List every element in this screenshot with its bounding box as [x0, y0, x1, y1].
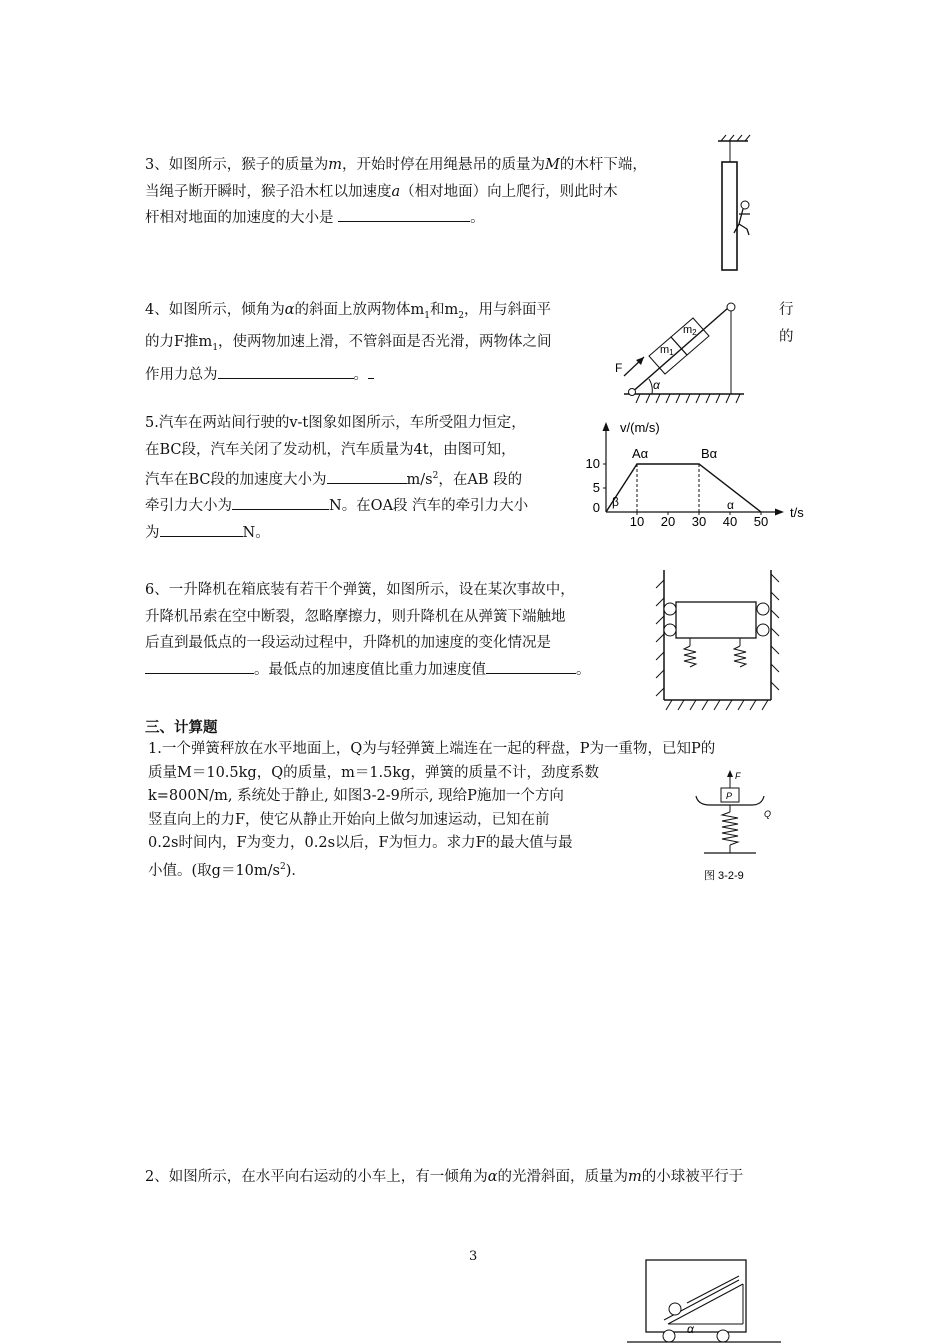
- cart-incline-bottom: [668, 1284, 743, 1324]
- q6-blank-change[interactable]: [145, 657, 254, 674]
- angle-arc: [649, 379, 652, 394]
- elevator-cabin: [676, 602, 756, 638]
- page-number: 3: [469, 1249, 478, 1264]
- spring-left: [684, 646, 696, 667]
- x-tick-label-10: 10: [629, 514, 645, 529]
- pulley: [727, 303, 735, 311]
- guide-wheel: [664, 603, 676, 615]
- label-alpha: α: [653, 378, 660, 392]
- point-label-b: Bα: [701, 446, 718, 461]
- label-Q: Q: [764, 809, 772, 819]
- label-m1: m: [660, 344, 670, 356]
- y-axis-label: v/(m/s): [620, 420, 660, 435]
- q5-blank-force-oa[interactable]: [160, 520, 243, 537]
- question-5: [145, 410, 528, 546]
- q5-line-5: 为 N。: [145, 520, 528, 547]
- calc1-line-2: 质量M＝10.5kg，Q的质量，m＝1.5kg，弹簧的质量不计，劲度系数: [148, 764, 599, 781]
- calc1-line-6: 小值。(取$g=10m/s^2$)．: [148, 861, 306, 879]
- y-tick-label-10: 10: [585, 456, 600, 471]
- q5-blank-force-ab[interactable]: [232, 493, 329, 510]
- q6-blank-compare[interactable]: [486, 657, 576, 674]
- calc-question-1: [148, 738, 715, 883]
- q4-line-2: 的力F推$m_1$，使两物加速上滑，不管斜面是否光滑，两物体之间: [145, 334, 552, 354]
- q4-answer-blank[interactable]: [218, 362, 354, 379]
- q3-answer-blank[interactable]: [338, 205, 470, 222]
- spring-right: [734, 646, 746, 667]
- calc-question-2: [145, 1164, 743, 1191]
- q4-line-3: 作用力总为 。: [145, 362, 552, 389]
- cart-wheel: [663, 1330, 675, 1342]
- ceiling-hatch: [721, 135, 726, 141]
- ground-hatching: [636, 394, 740, 403]
- q5-line-1: 5.汽车在两站间行驶的v-t图象如图所示，车所受阻力恒定，: [145, 415, 526, 431]
- guide-wheel: [664, 624, 676, 636]
- x-tick-label-30: 30: [691, 514, 707, 529]
- rope-parallel: [687, 1276, 739, 1303]
- q5-blank-accel[interactable]: [327, 467, 407, 484]
- label-m2: m: [683, 324, 693, 336]
- q6-line-4: 。最低点的加速度值比重力加速度值 。: [145, 657, 591, 684]
- label-F: F: [735, 771, 741, 781]
- incline-hinge: [629, 389, 636, 396]
- x-axis-arrow: [775, 509, 784, 516]
- vt-chart: [578, 416, 818, 532]
- cart-body: [646, 1260, 746, 1332]
- cart-wheel: [717, 1330, 729, 1342]
- svg-text:m1: m1: [660, 344, 674, 357]
- wall-hatching: [656, 574, 779, 710]
- point-label-a: Aα: [632, 446, 649, 461]
- calc2-line-1: 2、如图所示，在水平向右运动的小车上，有一倾角为α的光滑斜面，质量为m的小球被平行于: [145, 1169, 744, 1185]
- calc1-line-1: 1.一个弹簧秤放在水平地面上，Q为与轻弹簧上端连在一起的秤盘，P为一重物，已知P的: [148, 741, 716, 757]
- y-axis-arrow: [603, 422, 610, 431]
- monkey-head: [741, 201, 749, 209]
- q6-line-2: 升降机吊索在空中断裂，忽略摩擦力，则升降机在从弹簧下端触地: [145, 608, 566, 625]
- angle-label-beta: β: [612, 495, 619, 509]
- x-tick-label-40: 40: [722, 514, 738, 529]
- question-4: [145, 297, 552, 388]
- q4-right-column: 行 的: [779, 302, 794, 345]
- calc1-line-3: k=800N/m, 系统处于静止, 如图3-2-9所示, 现给P施加一个方向: [148, 788, 564, 804]
- y-tick-label-5: 5: [592, 480, 600, 495]
- ceiling-hatch: [729, 135, 734, 141]
- spring: [722, 812, 738, 845]
- monkey-pole-figure: [712, 134, 754, 274]
- q3-line-3: 杆相对地面的加速度的大小是 。: [145, 205, 647, 232]
- incline-surface: [630, 308, 728, 394]
- q5-line-4: 牵引力大小为 N。在OA段 汽车的牵引力大小: [145, 493, 528, 520]
- q6-line-1: 6、一升降机在箱底装有若干个弹簧，如图所示，设在某次事故中，: [145, 582, 575, 598]
- x-axis-label: t/s: [790, 505, 804, 520]
- x-tick-label-20: 20: [660, 514, 676, 529]
- wooden-pole: [722, 162, 737, 270]
- q6-line-3: 后直到最低点的一段运动过程中，升降机的加速度的变化情况是: [145, 635, 551, 651]
- guide-wheel: [757, 624, 769, 636]
- ceiling-hatch: [745, 135, 750, 141]
- label-force-F: F: [615, 361, 623, 375]
- svg-text:m2: m2: [683, 324, 697, 337]
- angle-label-alpha: α: [727, 498, 734, 512]
- q3-line-1: 3、如图所示，猴子的质量为m，开始时停在用绳悬吊的质量为M的木杆下端，: [145, 157, 647, 173]
- q5-line-3: 汽车在BC段的加速度大小为 $m/s^2$，在AB 段的: [145, 463, 528, 493]
- label-alpha: α: [687, 1322, 694, 1336]
- cart-figure: [625, 1256, 785, 1344]
- spring-scale-figure: [690, 768, 780, 886]
- label-P: P: [726, 791, 733, 801]
- ceiling-hatch: [737, 135, 742, 141]
- incline-figure: [612, 300, 752, 410]
- small-ball: [669, 1303, 681, 1315]
- elevator-figure: [650, 566, 790, 716]
- q5-line-2: 在BC段，汽车关闭了发动机，汽车质量为4t，由图可知，: [145, 441, 516, 458]
- x-tick-label-50: 50: [753, 514, 769, 529]
- q3-line-2: 当绳子断开瞬时，猴子沿木杠以加速度a（相对地面）向上爬行，则此时木: [145, 183, 618, 200]
- y-tick-label-0: 0: [592, 500, 600, 515]
- figure-caption: 图 3-2-9: [704, 870, 744, 882]
- question-6: [145, 577, 591, 683]
- question-3: [145, 152, 647, 232]
- calc1-line-5: 0.2s时间内，F为变力，0.2s以后，F为恒力。求力F的最大值与最: [148, 835, 573, 851]
- vt-series-line: [606, 464, 761, 512]
- guide-wheel: [757, 603, 769, 615]
- q4-line-1: 4、如图所示，倾角为α的斜面上放两物体$m_1$和$m_2$，用与斜面平: [145, 302, 551, 321]
- section-title-calculation: 三、计算题: [145, 720, 218, 736]
- calc1-line-4: 竖直向上的力F，使它从静止开始向上做匀加速运动，已知在前: [148, 811, 550, 828]
